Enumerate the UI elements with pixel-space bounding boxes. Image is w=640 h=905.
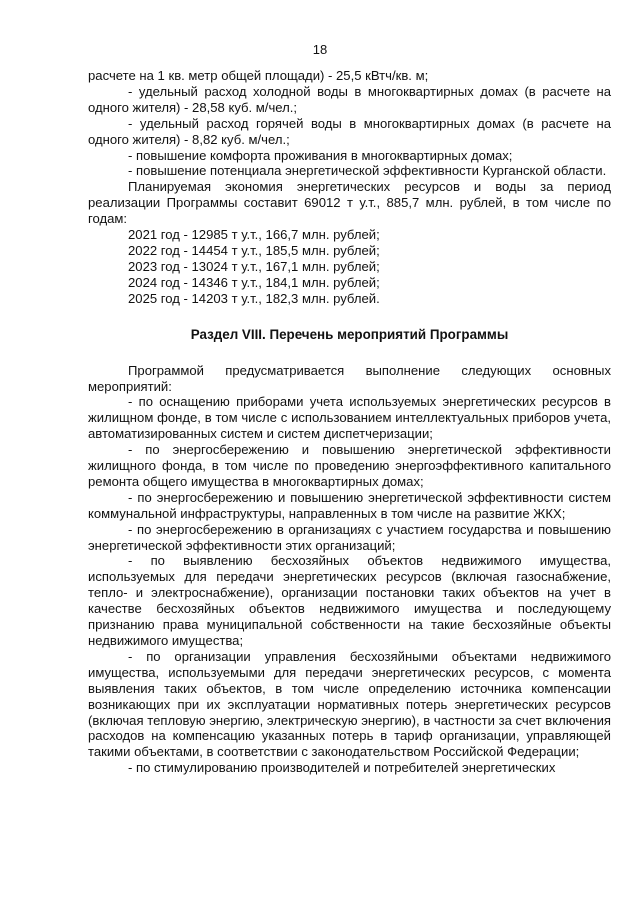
list-item: 2022 год - 14454 т у.т., 185,5 млн. рублей; [128,242,380,258]
section-title: Раздел VIII. Перечень мероприятий Программы [190,326,509,342]
paragraph: - по выявлению бесхозяйных объектов недвижимого имущества, используемых для передачи энергетических ресурсов (включая газоснабжение, тепло- и электроснабжение), организации постановки таких объектов на учет в качестве бесхозяйных объектов недвижимого имущества и последующему признанию права муниципальной собственности на такие бесхозяйные объекты недвижимого имущества; [88,553,611,648]
paragraph: - по организации управления бесхозяйными объектами недвижимого имущества, используемыми для передачи энергетических ресурсов, с момента выявления таких объектов, в том числе определению источника компенсации возникающих при их эксплуатации нормативных потерь энергетических ресурсов (включая тепловую энергию, электрическую энергию), в частности за счет включения расходов на компенсацию указанных потерь в тариф организации, управляющей такими объектами, в соответствии с законодательством Российской Федерации; [88,648,611,760]
paragraph: - по оснащению приборами учета используемых энергетических ресурсов в жилищном фонде, в том числе с использованием интеллектуальных приборов учета, автоматизированных систем и систем диспетчеризации; [88,394,611,442]
paragraph: Программой предусматривается выполнение следующих основных мероприятий: [88,362,611,394]
page-content [88,68,611,776]
section-body [88,363,611,777]
paragraph: - по стимулированию производителей и потребителей энергетических [128,760,556,776]
paragraph: - удельный расход холодной воды в многоквартирных домах (в расчете на одного жителя) - 28,58 куб. м/чел.; [88,83,611,115]
yearly-savings-list [88,227,611,307]
intro-block [88,68,611,227]
paragraph: - повышение потенциала энергетической эффективности Курганской области. [128,163,607,179]
list-item: 2021 год - 12985 т у.т., 166,7 млн. рублей; [128,227,380,243]
paragraph: Планируемая экономия энергетических ресурсов и воды за период реализации Программы составит 69012 т у.т., 885,7 млн. рублей, в том числе по годам: [88,179,611,227]
paragraph: - по энергосбережению и повышению энергетической эффективности систем коммунальной инфраструктуры, направленных в том числе на развитие ЖКХ; [88,489,611,521]
list-item: 2023 год - 13024 т у.т., 167,1 млн. рублей; [128,258,380,274]
paragraph: - удельный расход горячей воды в многоквартирных домах (в расчете на одного жителя) - 8,82 куб. м/чел.; [88,115,611,147]
paragraph: расчете на 1 кв. метр общей площади) - 25,5 кВтч/кв. м; [88,68,429,83]
page-number: 18 [312,42,328,57]
list-item: 2024 год - 14346 т у.т., 184,1 млн. рублей; [128,274,380,290]
paragraph: - по энергосбережению и повышению энергетической эффективности жилищного фонда, в том числе по проведению энергоэффективного капитального ремонта общего имущества в многоквартирных домах; [88,442,611,489]
list-item: 2025 год - 14203 т у.т., 182,3 млн. рублей. [128,290,380,306]
paragraph: - повышение комфорта проживания в многоквартирных домах; [128,147,513,163]
paragraph: - по энергосбережению в организациях с участием государства и повышению энергетической эффективности этих организаций; [88,521,611,553]
